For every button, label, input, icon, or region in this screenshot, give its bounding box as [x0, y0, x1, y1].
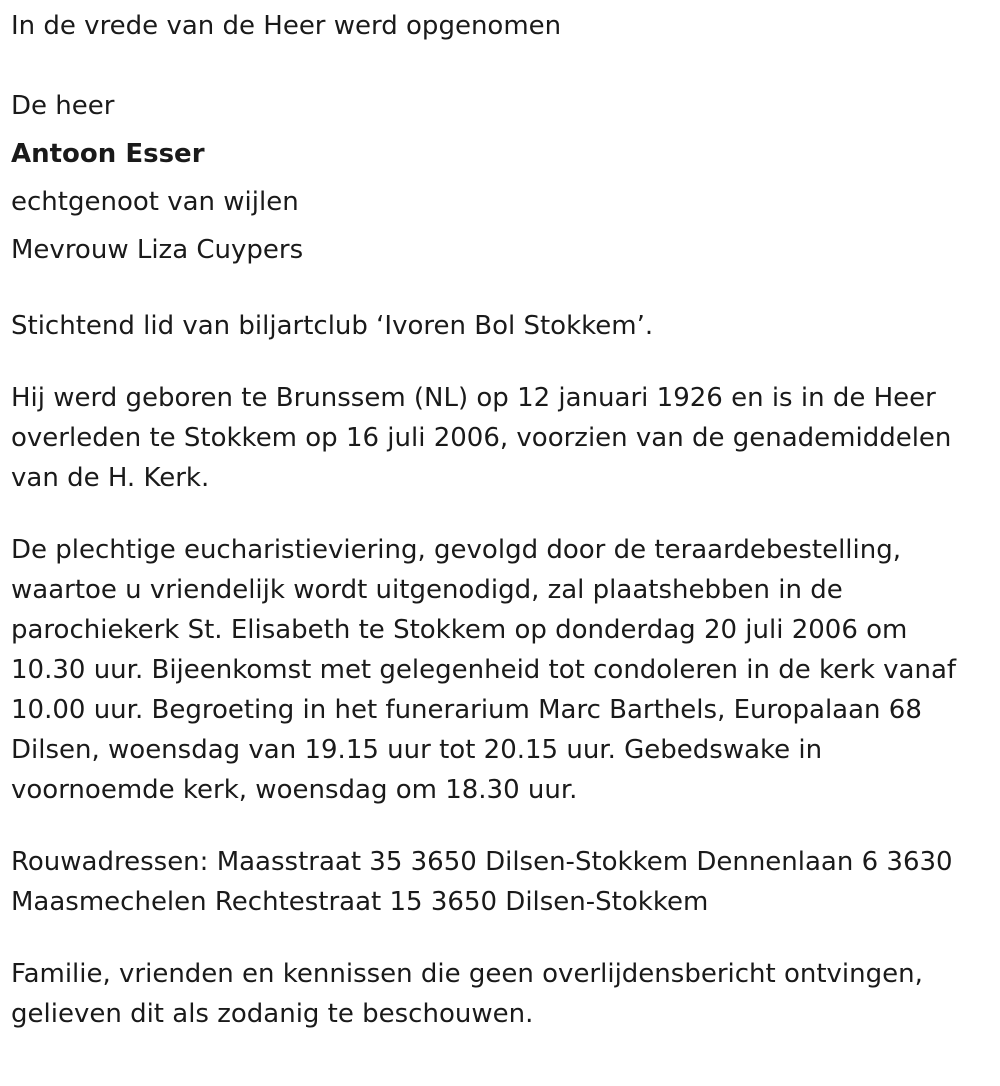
spouse-name: Mevrouw Liza Cuypers: [11, 235, 304, 265]
spacer: [11, 922, 986, 954]
spacer: [11, 346, 986, 378]
birth-death-paragraph: [11, 378, 986, 498]
paragraph-line: parochiekerk St. Elisabeth te Stokkem op donderdag 20 juli 2006 om: [11, 615, 908, 645]
ceremony-paragraph: [11, 530, 986, 810]
paragraph-line: gelieven dit als zodanig te beschouwen.: [11, 999, 534, 1029]
salutation: De heer: [11, 91, 115, 121]
paragraph-line: voornoemde kerk, woensdag om 18.30 uur.: [11, 775, 578, 805]
spacer: [11, 50, 986, 82]
deceased-name: Antoon Esser: [11, 139, 205, 169]
paragraph-line: Dilsen, woensdag van 19.15 uur tot 20.15 uur. Gebedswake in: [11, 735, 823, 765]
paragraph-line: waartoe u vriendelijk wordt uitgenodigd, zal plaatshebben in de: [11, 575, 843, 605]
spacer: [11, 498, 986, 530]
paragraph-line: Familie, vrienden en kennissen die geen overlijdensbericht ontvingen,: [11, 959, 923, 989]
addresses-paragraph: [11, 842, 986, 922]
paragraph-line: De plechtige eucharistieviering, gevolgd door de teraardebestelling,: [11, 535, 902, 565]
obituary-notice: [11, 0, 986, 1034]
paragraph-line: 10.00 uur. Begroeting in het funerarium Marc Barthels, Europalaan 68: [11, 695, 922, 725]
paragraph-line: Hij werd geboren te Brunssem (NL) op 12 januari 1926 en is in de Heer: [11, 383, 936, 413]
closing-paragraph: [11, 954, 986, 1034]
paragraph-line: 10.30 uur. Bijeenkomst met gelegenheid tot condoleren in de kerk vanaf: [11, 655, 957, 685]
club-membership: Stichtend lid van biljartclub ‘Ivoren Bol Stokkem’.: [11, 311, 654, 341]
spacer: [11, 274, 986, 306]
paragraph-line: Maasmechelen Rechtestraat 15 3650 Dilsen-Stokkem: [11, 887, 709, 917]
spacer: [11, 810, 986, 842]
paragraph-line: van de H. Kerk.: [11, 463, 210, 493]
paragraph-line: overleden te Stokkem op 16 juli 2006, voorzien van de genademiddelen: [11, 423, 952, 453]
intro-line: In de vrede van de Heer werd opgenomen: [11, 11, 562, 41]
relation-line: echtgenoot van wijlen: [11, 187, 299, 217]
paragraph-line: Rouwadressen: Maasstraat 35 3650 Dilsen-Stokkem Dennenlaan 6 3630: [11, 847, 953, 877]
